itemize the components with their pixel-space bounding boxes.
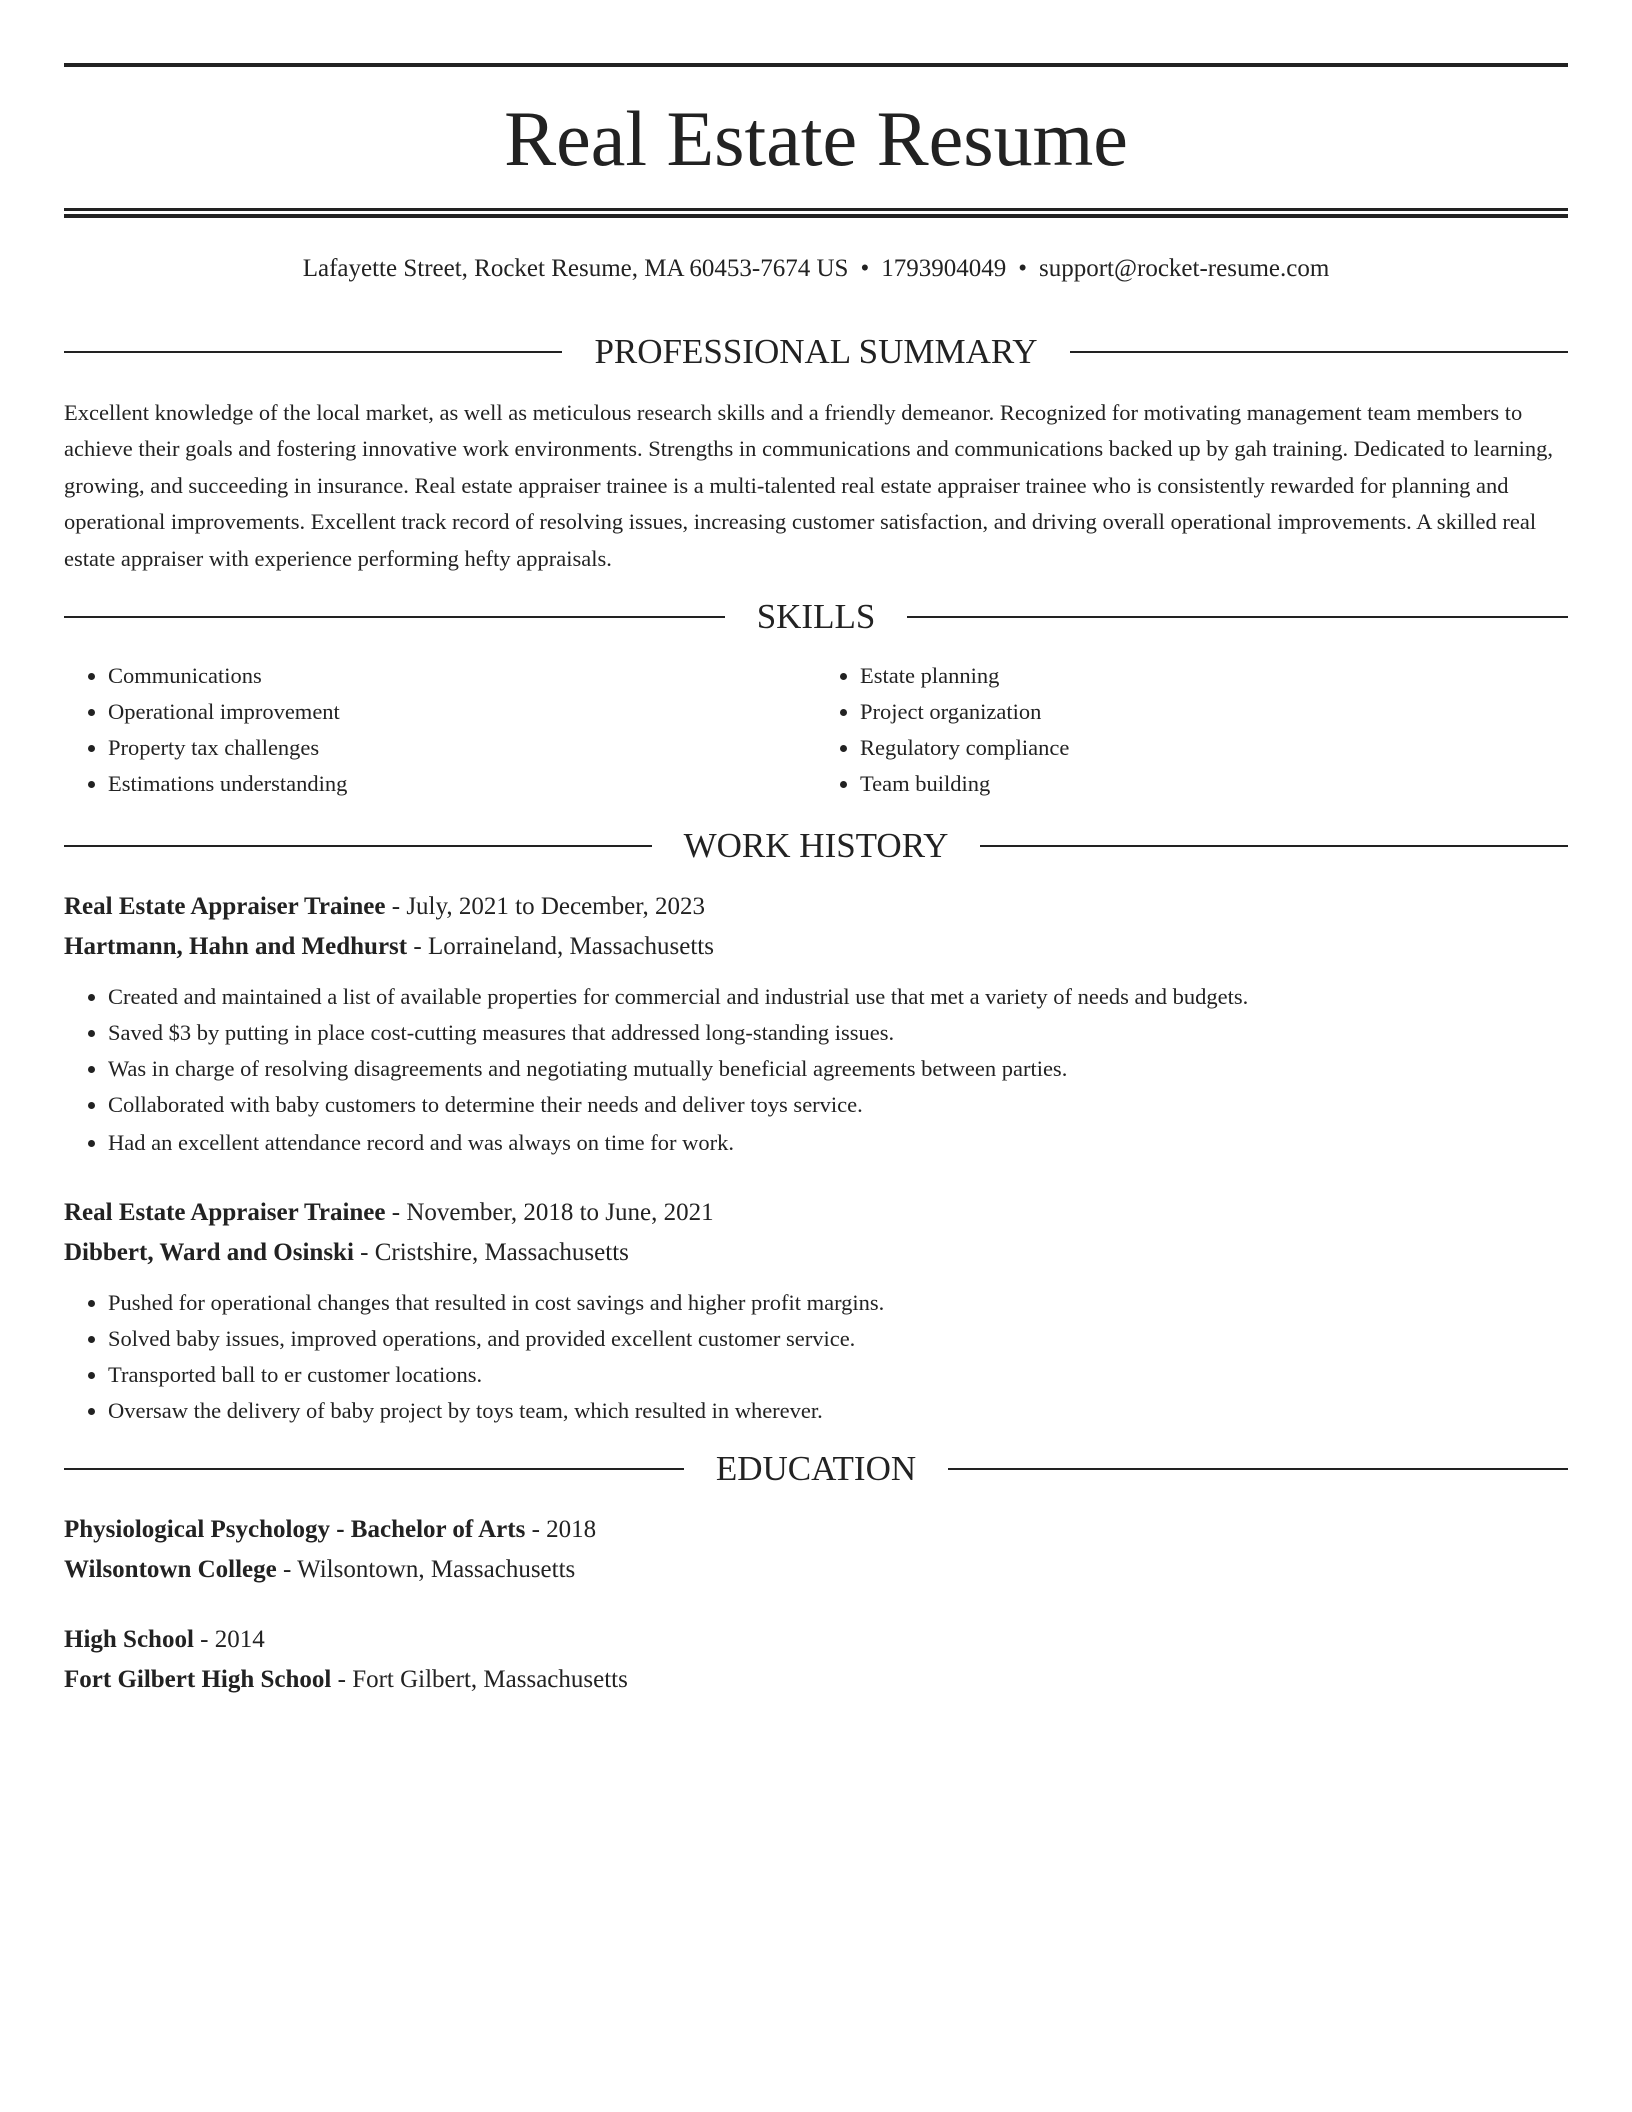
job-title-line: Real Estate Appraiser Trainee - July, 2021 to December, 2023 (64, 893, 706, 921)
education-school-line: Wilsontown College - Wilsontown, Massachusetts (64, 1556, 576, 1584)
job-bullet: • Transported ball to er customer locations. (108, 1357, 1568, 1393)
job-company-line: Dibbert, Ward and Osinski - Cristshire, Massachusetts (64, 1239, 629, 1267)
education-degree: High School (64, 1626, 194, 1654)
education-entry (64, 1620, 1568, 1700)
education-location: Wilsontown, Massachusetts (297, 1556, 576, 1584)
education-school-line: Fort Gilbert High School - Fort Gilbert, Massachusetts (64, 1666, 628, 1694)
job-bullet: • Was in charge of resolving disagreements and negotiating mutually beneficial agreements between parties. (108, 1051, 1568, 1087)
education-heading-label: EDUCATION (715, 1449, 917, 1489)
job-title-line: Real Estate Appraiser Trainee - November, 2018 to June, 2021 (64, 1199, 714, 1227)
contact-phone: 1793904049 (881, 255, 1007, 282)
job-bullet: • Collaborated with baby customers to determine their needs and deliver toys service. (108, 1087, 1568, 1123)
summary-heading (64, 334, 1568, 369)
job-dates: November, 2018 to June, 2021 (406, 1199, 714, 1227)
summary-text: Excellent knowledge of the local market, as well as meticulous research skills and a friendly demeanor. Recognized for motivating management team members to achieve their goals and fostering innovative work environments. Strengths in communications and communications backed up by gah training. Dedicated to learning, growing, and succeeding in insurance. Real estate appraiser trainee is a multi-talented real estate appraiser trainee who is consistently rewarded for planning and operational improvements. Excellent track record of resolving issues, increasing customer satisfaction, and driving overall operational improvements. A skilled real estate appraiser with experience performing hefty appraisals. (64, 400, 1553, 571)
skills-list (64, 658, 1568, 802)
job-company: Dibbert, Ward and Osinski (64, 1239, 354, 1267)
education-year: 2018 (546, 1516, 597, 1544)
contact-line (64, 254, 1568, 284)
education-location: Fort Gilbert, Massachusetts (352, 1666, 628, 1694)
education-entry (64, 1510, 1568, 1590)
heading-rule (64, 616, 725, 618)
skills-column-right (816, 658, 1568, 802)
contact-separator: • (860, 255, 870, 282)
job-entry (64, 1193, 1568, 1429)
education-degree-line: Physiological Psychology - Bachelor of Arts - 2018 (64, 1516, 597, 1544)
skill-item: • Estimations understanding (108, 766, 816, 802)
job-bullets (64, 1285, 1568, 1429)
heading-rule (907, 616, 1568, 618)
job-bullet: • Pushed for operational changes that resulted in cost savings and higher profit margins. (108, 1285, 1568, 1321)
work-heading-label: WORK HISTORY (683, 826, 949, 866)
work-heading (64, 826, 1568, 866)
skill-item: • Estate planning (860, 658, 1568, 694)
resume-title: Real Estate Resume (504, 95, 1128, 182)
education-school: Wilsontown College (64, 1556, 277, 1584)
education-degree: Physiological Psychology - Bachelor of Arts (64, 1516, 526, 1544)
summary-heading-label: PROFESSIONAL SUMMARY (594, 332, 1038, 371)
skill-item: • Communications (108, 658, 816, 694)
skills-column-left (64, 658, 816, 802)
heading-rule (64, 351, 562, 353)
job-title: Real Estate Appraiser Trainee (64, 1199, 386, 1227)
contact-email: support@rocket-resume.com (1038, 255, 1330, 282)
education-heading (64, 1449, 1568, 1489)
skill-item: • Regulatory compliance (860, 730, 1568, 766)
contact-separator: • (1018, 255, 1027, 282)
education-year: 2014 (214, 1626, 265, 1654)
job-location: Lorraineland, Massachusetts (427, 933, 714, 961)
skill-item: • Project organization (860, 694, 1568, 730)
title-double-rule (64, 208, 1568, 218)
heading-rule (64, 1468, 684, 1470)
job-dates: July, 2021 to December, 2023 (406, 893, 706, 921)
heading-rule (64, 845, 652, 847)
job-bullet: • Had an excellent attendance record and was always on time for work. (108, 1125, 1568, 1161)
education-degree-line: High School - 2014 (64, 1626, 265, 1654)
skills-heading-label: SKILLS (756, 597, 876, 637)
skill-item: • Team building (860, 766, 1568, 802)
job-bullet: • Oversaw the delivery of baby project by toys team, which resulted in wherever. (108, 1393, 1568, 1429)
job-location: Cristshire, Massachusetts (374, 1239, 629, 1267)
job-bullet: • Created and maintained a list of available properties for commercial and industrial use that met a variety of needs and budgets. (108, 979, 1568, 1015)
heading-rule (1070, 351, 1568, 353)
education-school: Fort Gilbert High School (64, 1666, 332, 1694)
job-bullet: • Solved baby issues, improved operations, and provided excellent customer service. (108, 1321, 1568, 1357)
skill-item: • Property tax challenges (108, 730, 816, 766)
top-rule (64, 63, 1568, 67)
heading-rule (980, 845, 1568, 847)
job-company: Hartmann, Hahn and Medhurst (64, 933, 408, 961)
job-bullets (64, 979, 1568, 1161)
job-bullet: • Saved $3 by putting in place cost-cutting measures that addressed long-standing issues. (108, 1015, 1568, 1051)
job-entry (64, 887, 1568, 1161)
job-title: Real Estate Appraiser Trainee (64, 893, 386, 921)
heading-rule (948, 1468, 1568, 1470)
skills-heading (64, 597, 1568, 637)
skill-item: • Operational improvement (108, 694, 816, 730)
job-company-line: Hartmann, Hahn and Medhurst - Lorraineland, Massachusetts (64, 933, 714, 961)
contact-address: Lafayette Street, Rocket Resume, MA 60453-7674 US (302, 255, 849, 282)
